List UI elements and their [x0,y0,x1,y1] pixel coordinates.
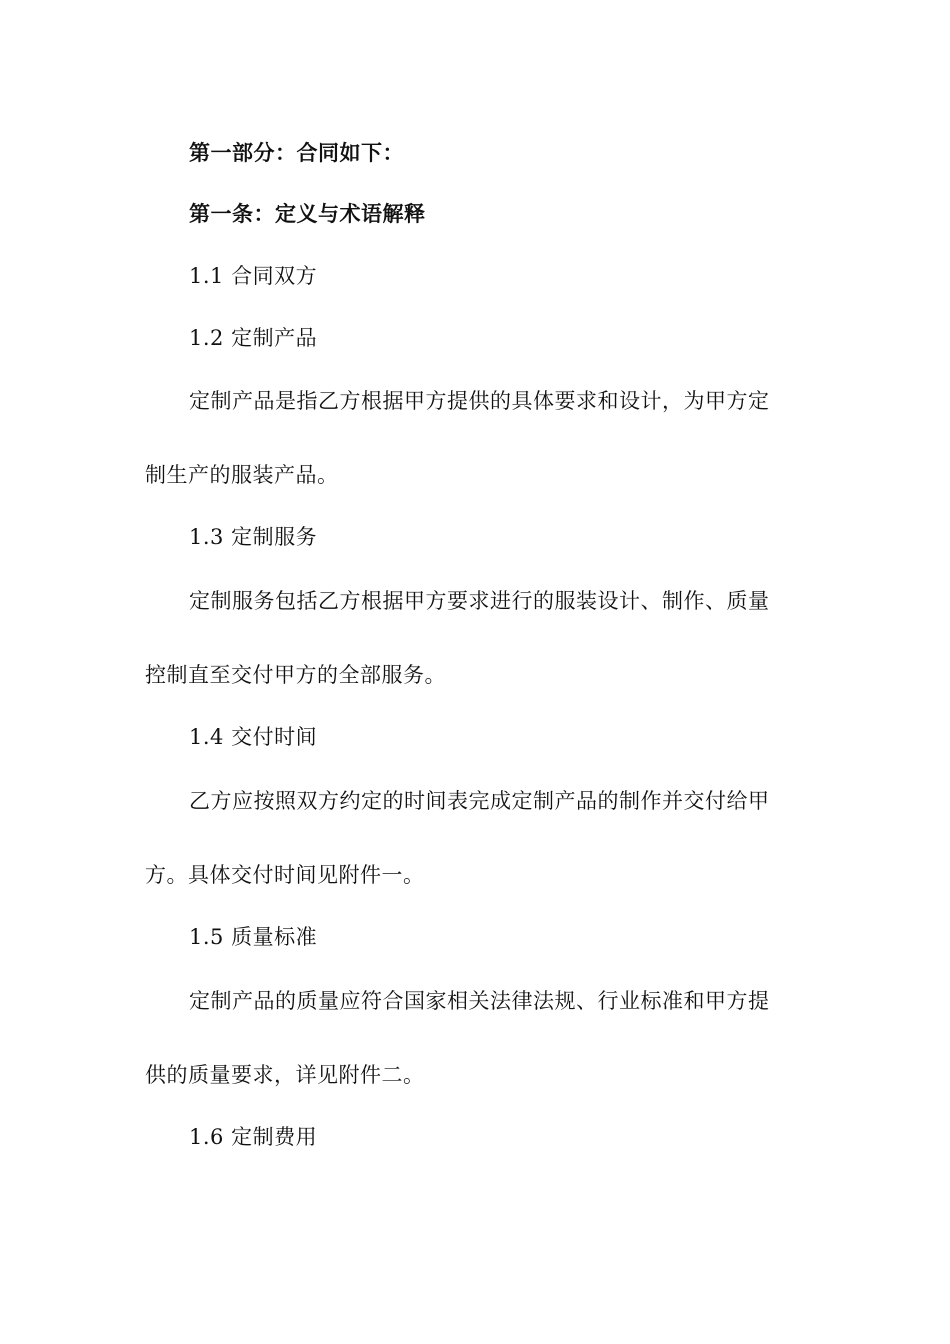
paragraph-line: 定制产品是指乙方根据甲方提供的具体要求和设计，为甲方定 [189,389,770,413]
section-heading-1-6: 1.6 定制费用 [189,1125,318,1149]
section-heading-1-4: 1.4 交付时间 [189,725,318,749]
paragraph-line: 供的质量要求，详见附件二。 [145,1063,425,1087]
paragraph-line: 乙方应按照双方约定的时间表完成定制产品的制作并交付给甲 [189,789,770,813]
section-heading-1-1: 1.1 合同双方 [189,264,318,288]
paragraph-line: 定制产品的质量应符合国家相关法律法规、行业标准和甲方提 [189,989,770,1013]
paragraph-line: 定制服务包括乙方根据甲方要求进行的服装设计、制作、质量 [189,589,770,613]
section-heading-1-3: 1.3 定制服务 [189,525,318,549]
article-heading: 第一条：定义与术语解释 [189,201,426,226]
paragraph-line: 方。具体交付时间见附件一。 [145,863,425,887]
paragraph-line: 制生产的服装产品。 [145,463,339,487]
section-heading-1-2: 1.2 定制产品 [189,326,318,350]
part-heading: 第一部分：合同如下： [189,140,404,165]
section-heading-1-5: 1.5 质量标准 [189,925,318,949]
paragraph-line: 控制直至交付甲方的全部服务。 [145,663,446,687]
